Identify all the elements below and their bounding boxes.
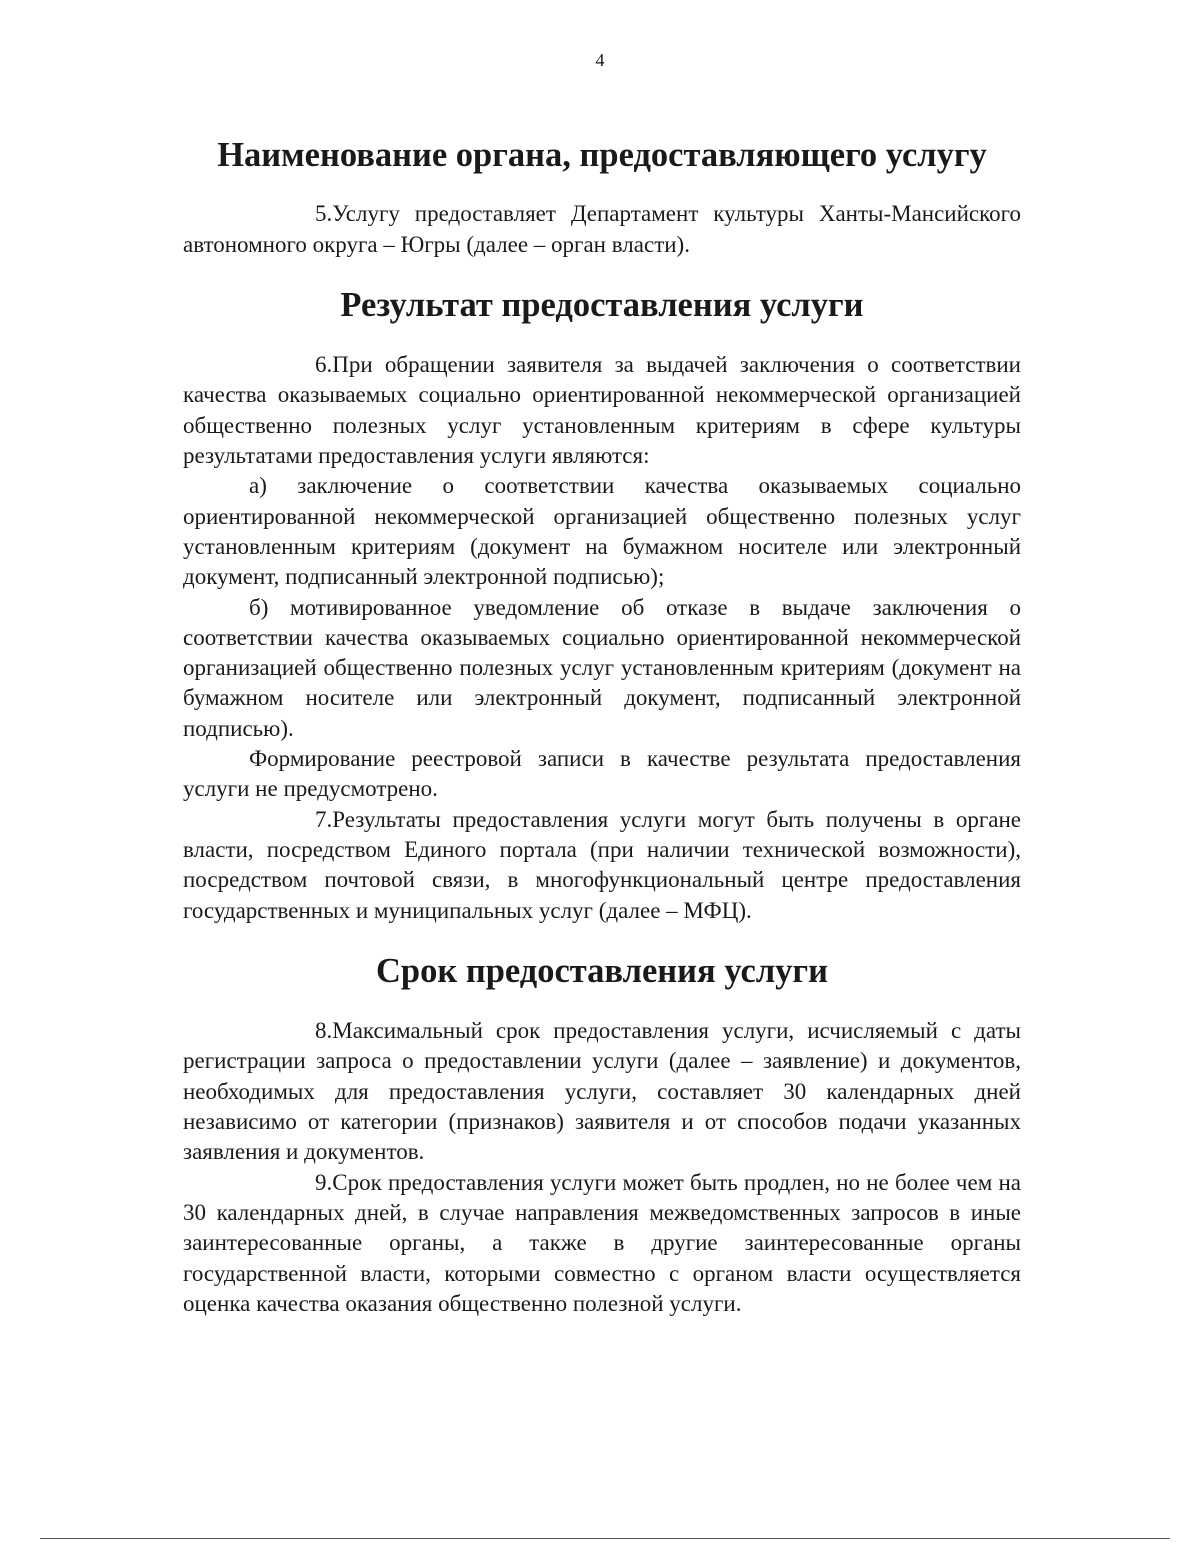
paragraph-9 bbox=[183, 1168, 1021, 1319]
section-heading-term: Срок предоставления услуги bbox=[376, 951, 828, 990]
paragraph-6b: б) мотивированное уведомление об отказе в выдаче заключения о соответствии качества оказываемых социально ориентированной некоммерческой организацией общественно полезных услуг установленным критериям (документ на бумажном носителе или электронный документ, подписанный электронной подписью). bbox=[183, 594, 1021, 741]
paragraph-8 bbox=[183, 1016, 1021, 1167]
document-body bbox=[183, 136, 1021, 1319]
page-number: 4 bbox=[595, 50, 605, 70]
paragraph-text: Срок предоставления услуги может быть продлен, но не более чем на 30 календарных дней, в случае направления межведомственных запросов в иные заинтересованные органы, а также в другие заинтересованные органы государственной власти, которыми совместно с органом власти осуществляется оценка качества оказания общественно полезной услуги. bbox=[183, 1169, 1021, 1316]
paragraph-number: 6. bbox=[315, 352, 333, 378]
scan-bottom-rule bbox=[40, 1538, 1170, 1539]
paragraph-7 bbox=[183, 805, 1021, 926]
paragraph-6 bbox=[183, 350, 1021, 471]
paragraph-number: 8. bbox=[315, 1018, 333, 1044]
paragraph-text: Услугу предоставляет Департамент культуры Ханты-Мансийского автономного округа – Югры (далее – орган власти). bbox=[183, 201, 1021, 257]
paragraph-6a: а) заключение о соответствии качества оказываемых социально ориентированной некоммерческой организацией общественно полезных услуг установленным критериям (документ на бумажном носителе или электронный документ, подписанный электронной подписью); bbox=[183, 473, 1021, 590]
paragraph-number: 9. bbox=[315, 1169, 333, 1195]
section-heading-result: Результат предоставления услуги bbox=[340, 285, 864, 324]
paragraph-number: 7. bbox=[315, 806, 333, 832]
paragraph-number: 5. bbox=[315, 201, 333, 227]
paragraph-5 bbox=[183, 199, 1021, 260]
paragraph-text: Результаты предоставления услуги могут быть получены в органе власти, посредством Единого портала (при наличии технической возможности), посредством почтовой связи, в многофункциональный центре предоставления государственных и муниципальных услуг (далее – МФЦ). bbox=[183, 806, 1021, 923]
section-heading-provider: Наименование органа, предоставляющего услугу bbox=[217, 136, 987, 174]
paragraph-6c: Формирование реестровой записи в качестве результата предоставления услуги не предусмотрено. bbox=[183, 746, 1021, 802]
paragraph-text: Максимальный срок предоставления услуги, исчисляемый с даты регистрации запроса о предоставлении услуги (далее – заявление) и документов, необходимых для предоставления услуги, составляет 30 календарных дней независимо от категории (признаков) заявителя и от способов подачи указанных заявления и документов. bbox=[183, 1018, 1021, 1165]
paragraph-text: При обращении заявителя за выдачей заключения о соответствии качества оказываемых социально ориентированной некоммерческой организацией общественно полезных услуг установленным критериям в сфере культуры результатами предоставления услуги являются: bbox=[183, 352, 1021, 469]
